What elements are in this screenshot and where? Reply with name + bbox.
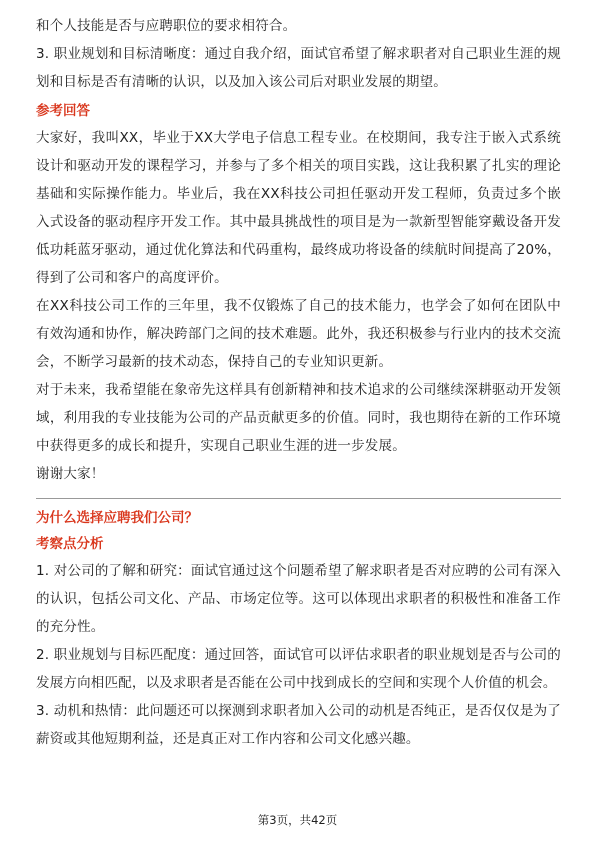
continuation-text: 和个人技能是否与应聘职位的要求相符合。: [36, 18, 297, 34]
answer-heading: 参考回答: [36, 103, 90, 119]
question-title: 为什么选择应聘我们公司？: [36, 510, 198, 526]
answer-paragraph-1: 大家好，我叫XX，毕业于XX大学电子信息工程专业。在校期间，我专注于嵌入式系统设计和驱动开发的课程学习，并参与了多个相关的项目实践，这让我积累了扎实的理论基础和实际操作能力。毕业后，我在XX科技公司担任驱动开发工程师，负责过多个嵌入式设备的驱动程序开发工作。其中最具挑战性的项目是为一款新型智能穿戴设备开发低功耗蓝牙驱动，通过优化算法和代码重构，最终成功将设备的续航时间提高了20%，得到了公司和客户的高度评价。: [36, 130, 561, 286]
answer-paragraph-2: 在XX科技公司工作的三年里，我不仅锻炼了自己的技术能力，也学会了如何在团队中有效沟通和协作，解决跨部门之间的技术难题。此外，我还积极参与行业内的技术交流会，不断学习最新的技术动态，保持自己的专业知识更新。: [36, 298, 561, 370]
page-content: [36, 12, 561, 753]
question-item-1: 1. 对公司的了解和研究：面试官通过这个问题希望了解求职者是否对应聘的公司有深入的认识，包括公司文化、产品、市场定位等。这可以体现出求职者的积极性和准备工作的充分性。: [36, 563, 561, 635]
section-divider: [36, 498, 561, 499]
analysis-item-3: 3. 职业规划和目标清晰度：通过自我介绍，面试官希望了解求职者对自己职业生涯的规划和目标是否有清晰的认识，以及加入该公司后对职业发展的期望。: [36, 46, 561, 90]
page-number: 第3页，共42页: [257, 813, 338, 827]
answer-paragraph-3: 对于未来，我希望能在象帝先这样具有创新精神和技术追求的公司继续深耕驱动开发领域，利用我的专业技能为公司的产品贡献更多的价值。同时，我也期待在新的工作环境中获得更多的成长和提升，实现自己职业生涯的进一步发展。: [36, 382, 561, 454]
question-item-3: 3. 动机和热情：此问题还可以探测到求职者加入公司的动机是否纯正，是否仅仅是为了薪资或其他短期利益，还是真正对工作内容和公司文化感兴趣。: [36, 703, 561, 747]
question-item-2: 2. 职业规划与目标匹配度：通过回答，面试官可以评估求职者的职业规划是否与公司的发展方向相匹配，以及求职者是否能在公司中找到成长的空间和实现个人价值的机会。: [36, 647, 561, 691]
analysis-heading: 考察点分析: [36, 536, 104, 552]
answer-closing: 谢谢大家！: [36, 466, 105, 482]
